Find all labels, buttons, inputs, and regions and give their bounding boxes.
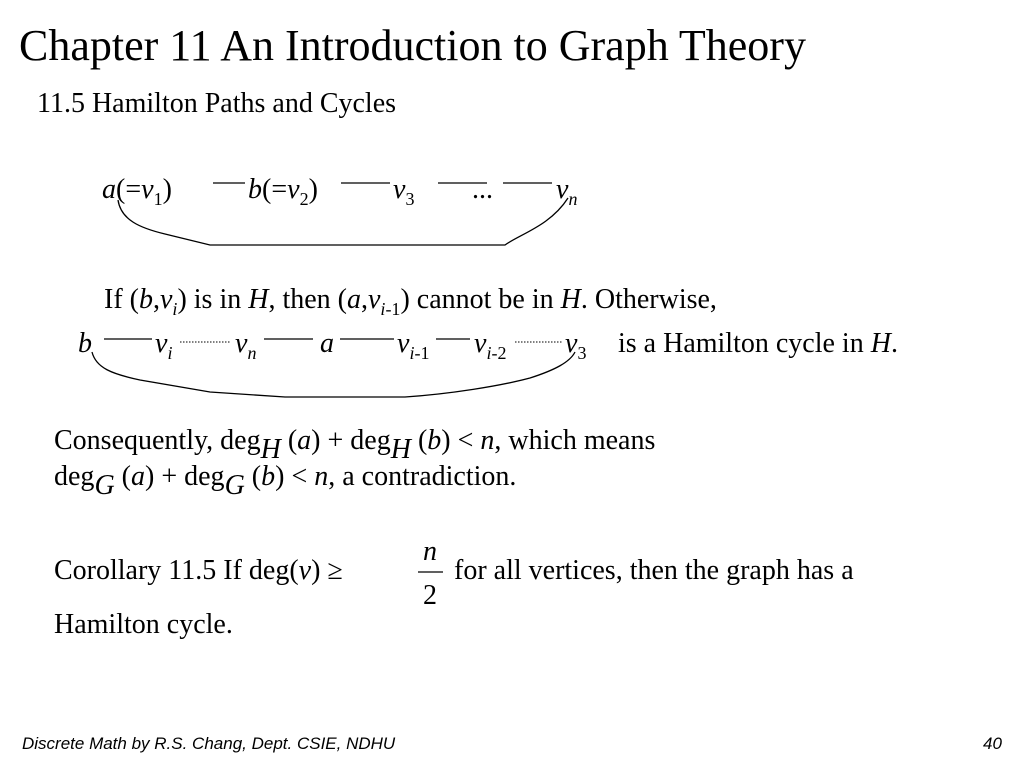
path2-vertex-b: b [78,328,92,359]
consequently-line: Consequently, degH (a) + degH (b) < n, which means [54,425,656,465]
fraction-numerator: n [423,536,437,567]
path1-vertex-b: $b(=v_2)$ [248,174,318,209]
path2-vertex-a: a [320,328,334,359]
arc-path2 [92,352,575,397]
corollary-line2: Hamilton cycle. [54,609,233,640]
path2-vertex-vi-2: $v_{i-2}$ [474,328,507,363]
path2-conclusion: is a Hamilton cycle in H. [618,328,898,359]
slide-title: Chapter 11 An Introduction to Graph Theory [19,21,806,70]
path1-vertex-a: $a(=v_1)$ [102,174,172,209]
arc-path1 [118,198,568,245]
contradiction-line: degG (a) + degG (b) < n, a contradiction. [54,461,517,501]
path2-vertex-vi-1: $v_{i-1}$ [397,328,430,363]
fraction-denominator: 2 [423,580,437,611]
section-subtitle: 11.5 Hamilton Paths and Cycles [37,88,397,119]
path2-vertex-vi: $v_i$ [155,328,173,363]
path2-vertex-v3: $v_3$ [565,328,587,363]
footer-credit: Discrete Math by R.S. Chang, Dept. CSIE, NDHU [22,734,396,753]
path2-vertex-vn: $v_n$ [235,328,257,363]
corollary-tail: for all vertices, then the graph has a [454,555,854,586]
path1-vertex-v3: $v_3$ [393,174,415,209]
path1-vertex-vn: $v_n$ [556,174,578,209]
corollary-statement: Corollary 11.5 If deg(v) ≥ [54,555,343,586]
if-statement: If $(b,v_i)$ is in H, then $(a,v_{i-1})$ cannot be in H. Otherwise, [104,284,717,319]
path1-ellipsis: ... [472,174,493,205]
page-number: 40 [983,734,1002,753]
